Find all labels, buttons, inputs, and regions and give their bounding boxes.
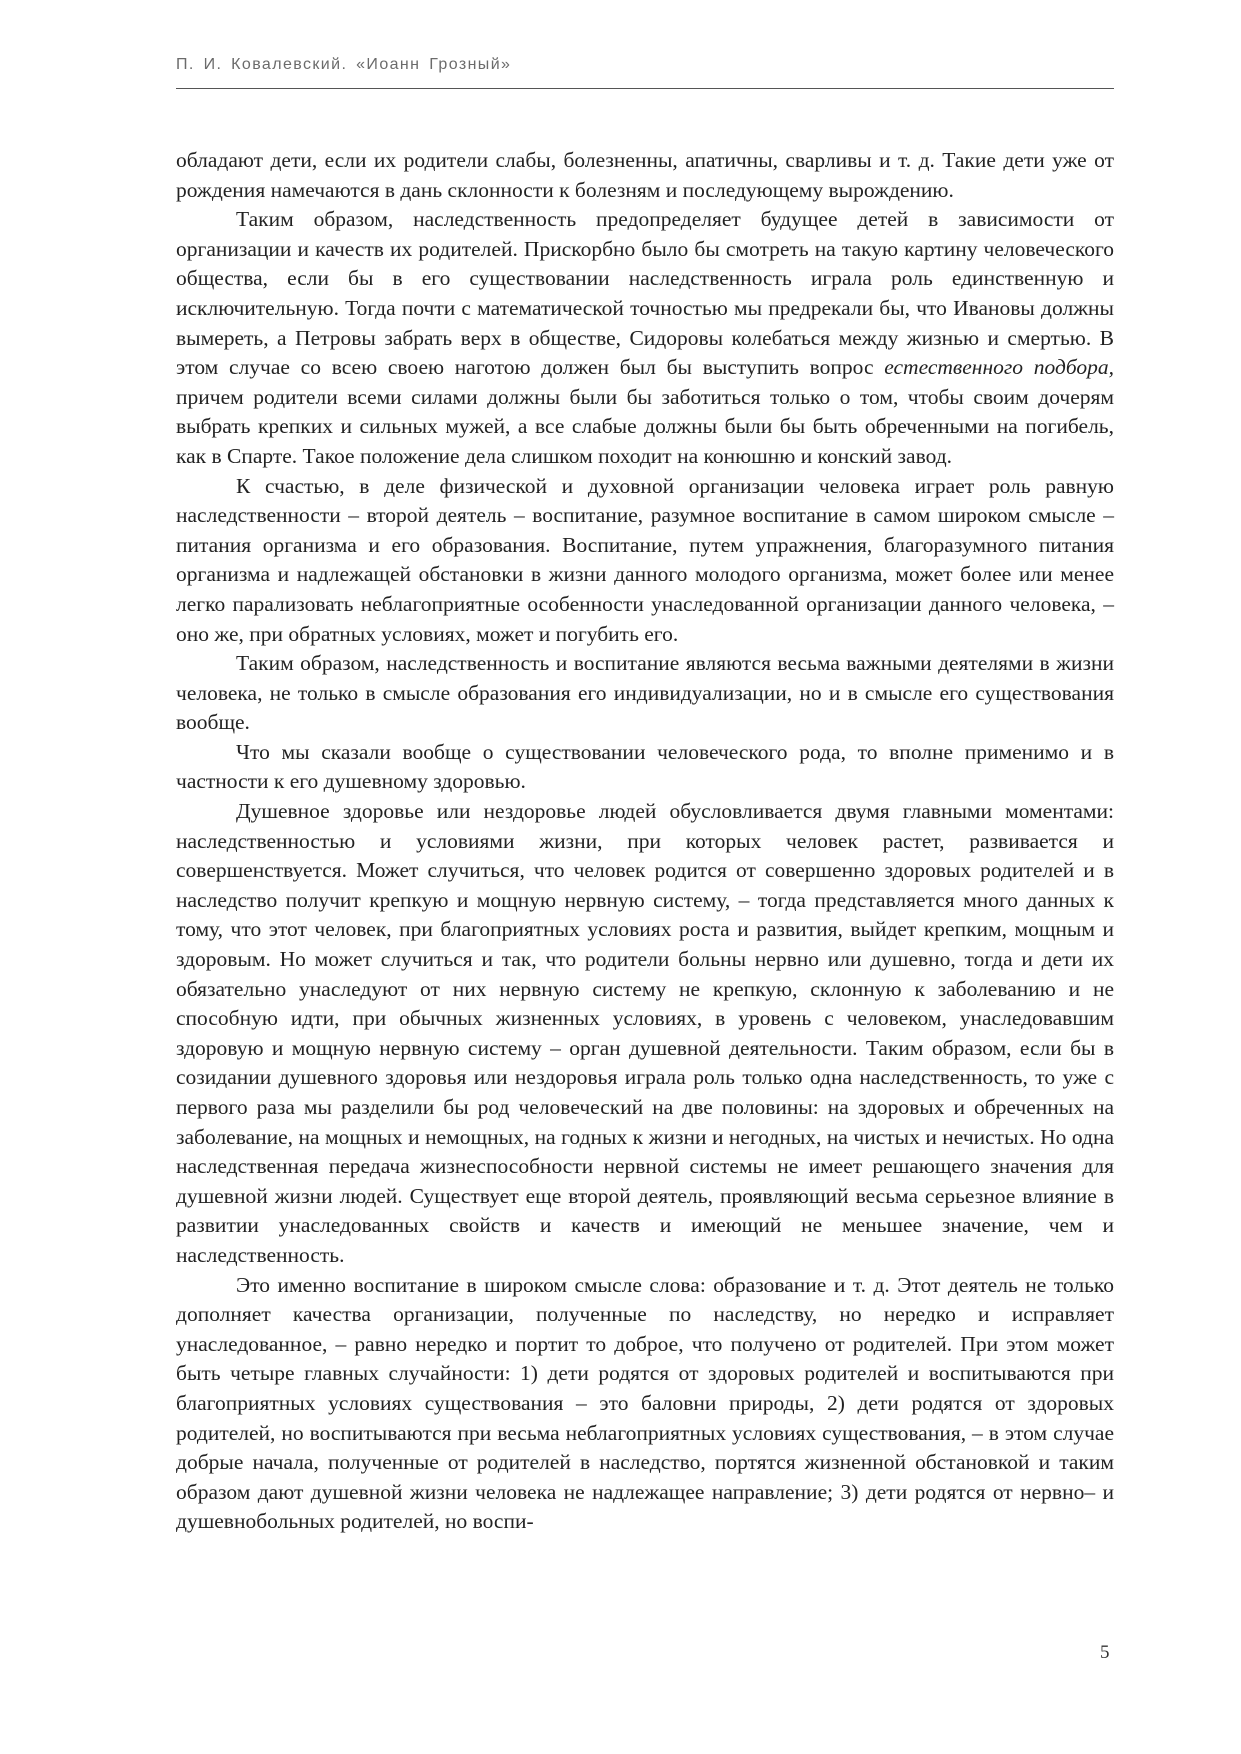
header-divider	[176, 88, 1114, 89]
paragraph-1: обладают дети, если их родители слабы, болезненны, апатичны, сварливы и т. д. Такие дети уже от рождения намечаются в дань склонности к болезням и последующему вырождению.	[176, 148, 1114, 202]
page-number: 5	[1100, 1642, 1110, 1663]
paragraph-2-text-b: причем родители всеми силами должны были бы заботиться только о том, чтобы своим дочерям выбрать крепких и сильных мужей, а все слабые должны были бы быть обреченными на погибель, как в Спарте. Такое положение дела слишком походит на конюшню и конский завод.	[176, 384, 1114, 468]
paragraph-2-text-a: Таким образом, наследственность предопределяет будущее детей в зависимости от организации и качеств их родителей. Прискорбно было бы смотреть на такую картину человеческого общества, если бы в его существовании наследственность играла роль единственную и исключительную. Тогда почти с математической точностью мы предрекали бы, что Ивановы должны вымереть, а Петровы забрать верх в обществе, Сидоровы колебаться между жизнью и смертью. В этом случае со всею своею наготою должен был бы выступить вопрос	[176, 207, 1114, 380]
paragraph-2	[176, 205, 1114, 471]
paragraph-6: Душевное здоровье или нездоровье людей обусловливается двумя главными моментами: наследственностью и условиями жизни, при которых человек растет, развивается и совершенствуется. Может случиться, что человек родится от совершенно здоровых родителей и в наследство получит крепкую и мощную нервную систему, – тогда представляется много данных к тому, что этот человек, при благоприятных условиях роста и развития, выйдет крепким, мощным и здоровым. Но может случиться и так, что родители больны нервно или душевно, тогда и дети их обязательно унаследуют от них нервную систему не крепкую, склонную к заболеванию и не способную идти, при обычных жизненных условиях, в уровень с человеком, унаследовавшим здоровую и мощную нервную систему – орган душевной деятельности. Таким образом, если бы в созидании душевного здоровья или нездоровья играла роль только одна наследственность, то уже с первого раза мы разделили бы род человеческий на две половины: на здоровых и обреченных на заболевание, на мощных и немощных, на годных к жизни и негодных, на чистых и нечистых. Но одна наследственная передача жизнеспособности нервной системы не имеет решающего значения для душевной жизни людей. Существует еще второй деятель, проявляющий весьма серьезное влияние в развитии унаследованных свойств и качеств и имеющий не меньшее значение, чем и наследственность.	[176, 799, 1114, 1267]
paragraph-7: Это именно воспитание в широком смысле слова: образование и т. д. Этот деятель не только дополняет качества организации, полученные по наследству, но нередко и исправляет унаследованное, – равно нередко и портит то доброе, что получено от родителей. При этом может быть четыре главных случайности: 1) дети родятся от здоровых родителей и воспитываются при благоприятных условиях существования – это баловни природы, 2) дети родятся от здоровых родителей, но воспитываются при весьма неблагоприятных условиях существования, – в этом случае добрые начала, полученные от родителей в наследство, портятся жизненной обстановкой и таким образом дают душевной жизни человека не надлежащее направление; 3) дети родятся от нервно– и душевнобольных родителей, но воспи-	[176, 1272, 1114, 1534]
paragraph-4: Таким образом, наследственность и воспитание являются весьма важными деятелями в жизни человека, не только в смысле образования его индивидуализации, но и в смысле его существования вообще.	[176, 651, 1114, 735]
running-header: П. И. Ковалевский. «Иоанн Грозный»	[176, 56, 512, 73]
paragraph-3: К счастью, в деле физической и духовной организации человека играет роль равную наследственности – второй деятель – воспитание, разумное воспитание в самом широком смысле – питания организма и его образования. Воспитание, путем упражнения, благоразумного питания организма и надлежащей обстановки в жизни данного молодого организма, может более или менее легко парализовать неблагоприятные особенности унаследованной организации данного человека, – оно же, при обратных условиях, может и погубить его.	[176, 473, 1114, 646]
page-body	[176, 146, 1114, 1537]
paragraph-5: Что мы сказали вообще о существовании человеческого рода, то вполне применимо и в частности к его душевному здоровью.	[176, 739, 1114, 794]
italic-term: естественного подбора,	[884, 355, 1114, 380]
